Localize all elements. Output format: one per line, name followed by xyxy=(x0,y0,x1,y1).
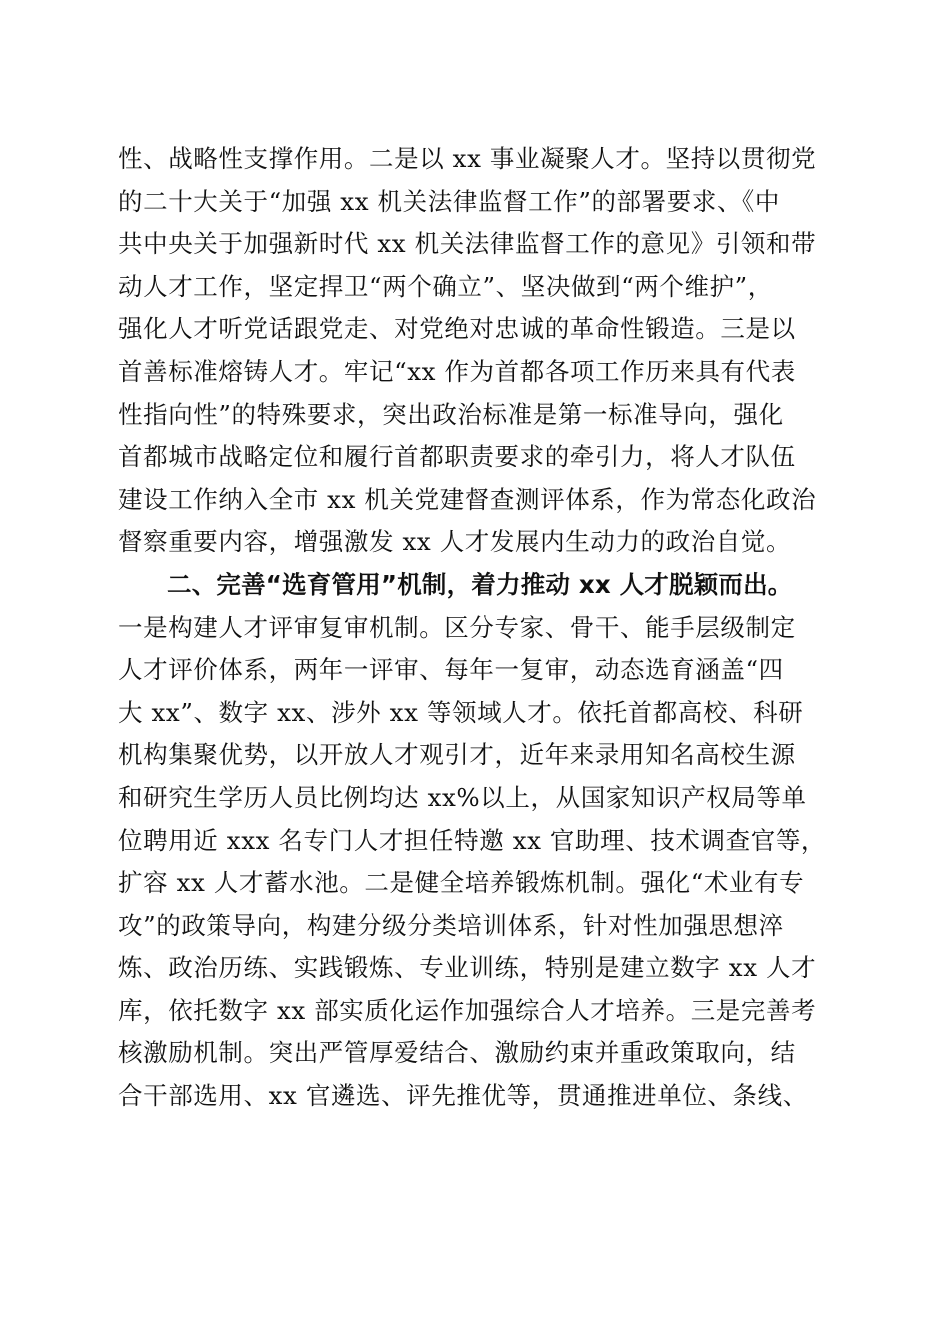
text-line: 强化人才听党话跟党走、对党绝对忠诚的革命性锻造。三是以 xyxy=(118,314,796,344)
text-line: 机构集聚优势，以开放人才观引才，近年来录用知名高校生源 xyxy=(118,740,796,770)
text-line: 首都城市战略定位和履行首都职责要求的牵引力，将人才队伍 xyxy=(118,442,796,472)
text-line: 动人才工作，坚定捍卫“两个确立”、坚决做到“两个维护”， xyxy=(118,271,773,301)
text-line: 核激励机制。突出严管厚爱结合、激励约束并重政策取向，结 xyxy=(118,1038,796,1068)
text-line: 人才评价体系，两年一评审、每年一复审，动态选育涵盖“四 xyxy=(118,655,784,685)
document-body xyxy=(118,138,832,1118)
text-line: 库，依托数字 xx 部实质化运作加强综合人才培养。三是完善考 xyxy=(118,995,817,1025)
text-line: 督察重要内容，增强激发 xx 人才发展内生动力的政治自觉。 xyxy=(118,527,792,557)
text-line: 的二十大关于“加强 xx 机关法律监督工作”的部署要求、《中 xyxy=(118,186,781,216)
text-line: 攻”的政策导向，构建分级分类培训体系，针对性加强思想淬 xyxy=(118,910,784,940)
text-line: 首善标准熔铸人才。牢记“xx 作为首都各项工作历来具有代表 xyxy=(118,356,796,386)
text-line: 扩容 xx 人才蓄水池。二是健全培养锻炼机制。强化“术业有专 xyxy=(118,868,805,898)
text-line: 炼、政治历练、实践锻炼、专业训练，特别是建立数字 xx 人才 xyxy=(118,953,817,983)
text-line: 位聘用近 xxx 名专门人才担任特邀 xx 官助理、技术调查官等， xyxy=(118,825,827,855)
text-line: 建设工作纳入全市 xx 机关党建督查测评体系，作为常态化政治 xyxy=(118,484,817,514)
text-line: 合干部选用、xx 官遴选、评先推优等，贯通推进单位、条线、 xyxy=(118,1081,808,1111)
text-line: 共中央关于加强新时代 xx 机关法律监督工作的意见》引领和带 xyxy=(118,229,817,259)
section-heading: 二、完善“选育管用”机制，着力推动 xx 人才脱颖而出。 xyxy=(167,569,793,599)
text-line: 性、战略性支撑作用。二是以 xx 事业凝聚人才。坚持以贯彻党 xyxy=(118,144,817,173)
text-line: 性指向性”的特殊要求，突出政治标准是第一标准导向，强化 xyxy=(118,399,784,429)
paragraph-1 xyxy=(118,138,832,564)
paragraph-2 xyxy=(118,607,832,1118)
text-line: 和研究生学历人员比例均达 xx%以上，从国家知识产权局等单 xyxy=(118,782,807,812)
text-line: 大 xx”、数字 xx、涉外 xx 等领域人才。依托首都高校、科研 xyxy=(118,697,804,727)
text-line: 一是构建人才评审复审机制。区分专家、骨干、能手层级制定 xyxy=(118,612,796,642)
